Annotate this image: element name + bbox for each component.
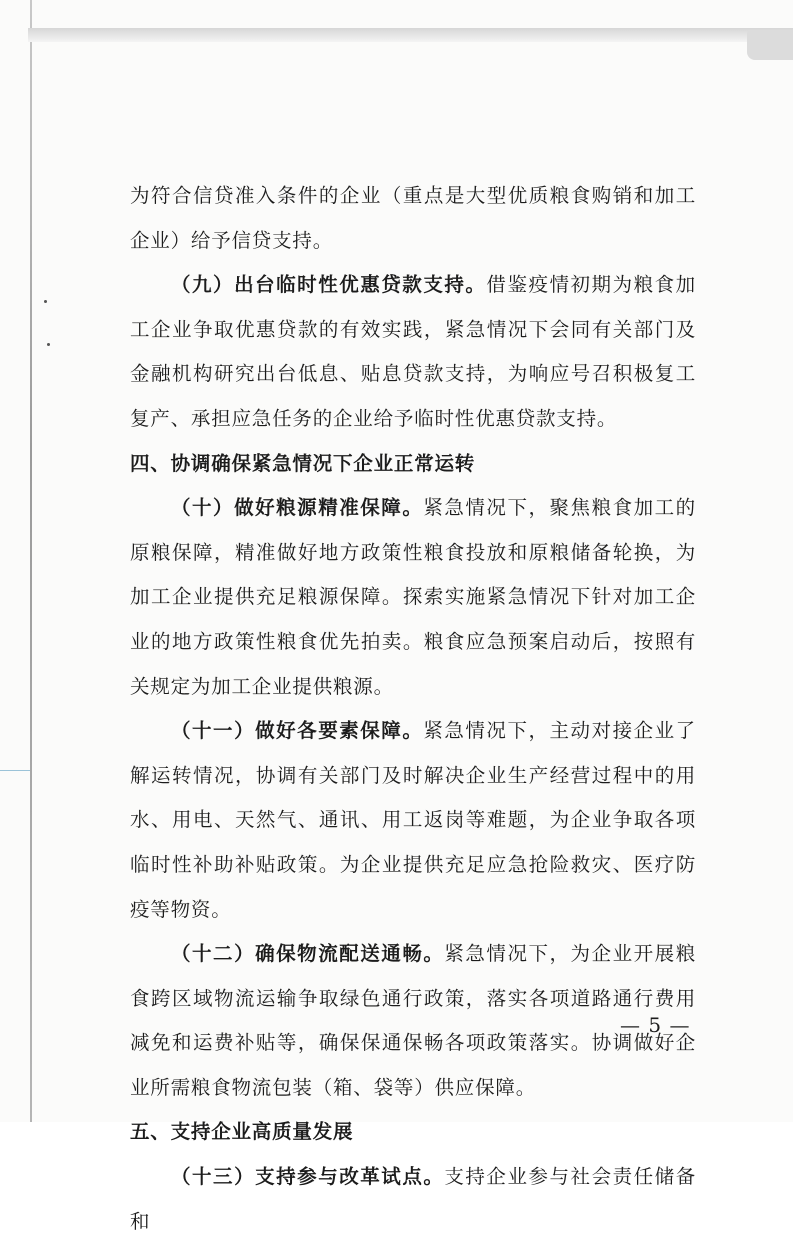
paragraph-item-11 xyxy=(130,709,696,932)
paragraph-text: 为符合信贷准入条件的企业（重点是大型优质粮食购销和加工企业）给予信贷支持。 xyxy=(130,184,696,252)
paragraph-item-9 xyxy=(130,263,696,441)
scan-speck xyxy=(44,300,47,303)
section-heading-4: 四、协调确保紧急情况下企业正常运转 xyxy=(130,451,476,475)
paragraph-text: 支持企业参与社会责任储备和 xyxy=(130,1165,696,1233)
paragraph-continuation xyxy=(130,174,696,263)
page-number: — 5 — xyxy=(620,1013,691,1037)
paragraph-item-13 xyxy=(130,1155,696,1244)
paragraph-item-10 xyxy=(130,486,696,709)
paragraph-text: 紧急情况下，主动对接企业了解运转情况，协调有关部门及时解决企业生产经营过程中的用水、用电、天然气、通讯、用工返岗等难题，为企业争取各项临时性补助补贴政策。为企业提供充足应急抢险救灾、医疗防疫等物资。 xyxy=(130,719,696,921)
paragraph-text: 紧急情况下，聚焦粮食加工的原粮保障，精准做好地方政策性粮食投放和原粮储备轮换，为加工企业提供充足粮源保障。探索实施紧急情况下针对加工企业的地方政策性粮食优先拍卖。粮食应急预案启动后，按照有关规定为加工企业提供粮源。 xyxy=(130,496,696,698)
item-lead: （十二）确保物流配送通畅。 xyxy=(171,942,445,966)
item-lead: （十）做好粮源精准保障。 xyxy=(171,496,424,520)
item-lead: （十三）支持参与改革试点。 xyxy=(171,1165,445,1189)
scan-edge-left xyxy=(30,0,32,1122)
item-lead: （九）出台临时性优惠贷款支持。 xyxy=(171,273,487,297)
section-heading-5: 五、支持企业高质量发展 xyxy=(130,1120,354,1144)
scan-speck xyxy=(47,343,50,346)
body-text xyxy=(130,174,696,1244)
scan-edge-top xyxy=(28,28,793,42)
paragraph-text: 紧急情况下，为企业开展粮食跨区域物流运输争取绿色通行政策，落实各项道路通行费用减免和运费补贴等，确保保通保畅各项政策落实。协调做好企业所需粮食物流包装（箱、袋等）供应保障。 xyxy=(130,942,696,1099)
scan-artifact-line xyxy=(0,770,30,771)
paragraph-text: 借鉴疫情初期为粮食加工企业争取优惠贷款的有效实践，紧急情况下会同有关部门及金融机构研究出台低息、贴息贷款支持，为响应号召积极复工复产、承担应急任务的企业给予临时性优惠贷款支持。 xyxy=(130,273,696,430)
paragraph-item-12 xyxy=(130,932,696,1110)
item-lead: （十一）做好各要素保障。 xyxy=(171,719,424,743)
scan-artifact xyxy=(747,30,793,60)
